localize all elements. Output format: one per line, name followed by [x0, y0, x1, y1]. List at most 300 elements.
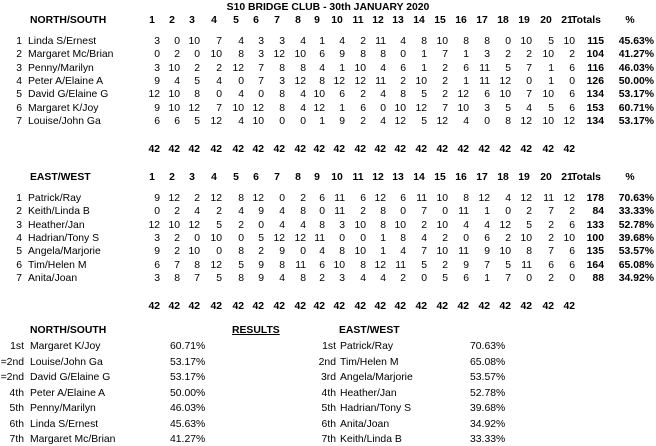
ns-pair-name: Peter A/Elaine A	[30, 387, 106, 399]
pair-percentage: 45.63%	[618, 36, 654, 47]
totals-header: Totals	[571, 15, 601, 26]
score-cell: 12	[520, 115, 532, 127]
score-cell: 10	[354, 62, 366, 74]
score-cell: 1	[463, 49, 469, 61]
pair-percentage: 39.68%	[618, 232, 654, 244]
round-number-header: 6	[253, 15, 259, 26]
pair-percentage: 41.27%	[618, 49, 654, 61]
score-cell: 1	[421, 62, 427, 74]
round-total: 42	[520, 301, 532, 313]
score-cell: 8	[279, 102, 285, 114]
score-cell: 2	[174, 206, 180, 218]
ns-percentage: 45.63%	[170, 418, 206, 430]
score-cell: 7	[194, 272, 200, 284]
pair-name: Margaret K/Joy	[28, 102, 99, 114]
score-cell: 12	[313, 102, 325, 114]
score-cell: 12	[148, 219, 160, 231]
round-total: 42	[520, 144, 532, 156]
score-cell: 2	[194, 193, 200, 204]
score-cell: 7	[548, 206, 554, 218]
score-cell: 3	[339, 272, 345, 284]
score-cell: 5	[194, 75, 200, 87]
score-cell: 3	[279, 36, 285, 47]
score-cell: 10	[168, 62, 180, 74]
score-cell: 0	[319, 206, 325, 218]
score-cell: 11	[334, 193, 345, 204]
round-number-header: 17	[476, 15, 488, 26]
pair-number: 1	[16, 193, 22, 204]
round-number-header: 4	[211, 15, 217, 26]
pair-name: Louise/John Ga	[28, 115, 101, 127]
score-cell: 1	[319, 36, 325, 47]
score-cell: 3	[154, 272, 160, 284]
score-cell: 0	[154, 49, 160, 61]
round-number-header: 1	[149, 15, 155, 26]
pair-percentage: 52.78%	[618, 219, 654, 231]
score-cell: 4	[421, 232, 427, 244]
score-cell: 4	[380, 272, 386, 284]
ns-percentage: 53.17%	[170, 372, 206, 383]
round-total: 42	[232, 144, 244, 156]
score-cell: 2	[569, 206, 575, 218]
round-number-header: 5	[233, 172, 239, 183]
pair-name: Angela/Marjorie	[28, 246, 101, 258]
score-cell: 8	[380, 219, 386, 231]
score-cell: 1	[319, 115, 325, 127]
score-cell: 8	[238, 193, 244, 204]
score-cell: 10	[394, 102, 406, 114]
score-cell: 9	[279, 246, 285, 258]
score-cell: 0	[300, 246, 306, 258]
score-cell: 12	[415, 102, 427, 114]
score-cell: 6	[154, 259, 160, 271]
ew-percentage: 70.63%	[470, 341, 506, 352]
score-cell: 5	[421, 259, 427, 271]
score-cell: 7	[216, 36, 222, 47]
score-cell: 8	[279, 89, 285, 101]
score-cell: 6	[319, 193, 325, 204]
score-cell: 8	[300, 62, 306, 74]
ns-pair-name: Penny/Marilyn	[30, 403, 96, 414]
score-cell: 1	[380, 246, 386, 258]
score-cell: 0	[154, 206, 160, 218]
score-cell: 4	[360, 272, 366, 284]
round-total: 42	[168, 301, 180, 313]
score-cell: 10	[520, 36, 532, 47]
ns-pair-name: Margaret K/Joy	[30, 341, 101, 352]
score-cell: 3	[258, 49, 264, 61]
score-cell: 4	[380, 115, 386, 127]
score-cell: 8	[194, 89, 200, 101]
score-cell: 10	[436, 219, 448, 231]
ew-pair-name: Hadrian/Tony S	[340, 403, 412, 414]
score-cell: 2	[360, 89, 366, 101]
totals-header: Totals	[571, 172, 601, 183]
score-cell: 8	[463, 36, 469, 47]
score-cell: 12	[294, 232, 306, 244]
score-cell: 6	[360, 193, 366, 204]
score-cell: 0	[216, 89, 222, 101]
score-cell: 2	[548, 232, 554, 244]
score-cell: 4	[238, 89, 244, 101]
score-cell: 4	[216, 75, 222, 87]
score-cell: 6	[548, 259, 554, 271]
score-cell: 0	[569, 272, 575, 284]
pair-name: David G/Elaine G	[28, 89, 109, 101]
score-cell: 0	[238, 75, 244, 87]
pair-number: 3	[16, 62, 22, 74]
round-number-header: 11	[352, 172, 364, 183]
score-cell: 5	[505, 62, 511, 74]
score-cell: 2	[216, 206, 222, 218]
ew-place: 2nd	[318, 356, 336, 368]
pair-number: 4	[16, 75, 22, 87]
score-cell: 0	[174, 36, 180, 47]
score-cell: 0	[279, 193, 285, 204]
ew-place: 1st	[322, 341, 336, 352]
ew-place: 4th	[321, 387, 336, 399]
ew-pair-name: Anita/Joan	[340, 418, 390, 430]
score-cell: 8	[421, 36, 427, 47]
score-cell: 0	[194, 49, 200, 61]
score-cell: 2	[505, 49, 511, 61]
score-cell: 8	[194, 259, 200, 271]
score-cell: 2	[174, 246, 180, 258]
score-cell: 7	[442, 102, 448, 114]
ew-percentage: 65.08%	[470, 356, 506, 368]
score-cell: 8	[360, 49, 366, 61]
score-cell: 6	[319, 49, 325, 61]
score-cell: 3	[154, 36, 160, 47]
pair-total: 84	[592, 206, 604, 218]
score-cell: 4	[279, 206, 285, 218]
score-cell: 6	[360, 102, 366, 114]
ew-pair-name: Patrick/Ray	[340, 341, 394, 352]
score-cell: 5	[238, 259, 244, 271]
score-cell: 2	[400, 75, 406, 87]
score-cell: 9	[258, 206, 264, 218]
score-cell: 4	[463, 115, 469, 127]
score-cell: 1	[380, 232, 386, 244]
score-cell: 7	[526, 89, 532, 101]
round-total: 42	[354, 144, 366, 156]
score-cell: 12	[210, 115, 222, 127]
score-cell: 2	[442, 75, 448, 87]
north-south-heading: NORTH/SOUTH	[30, 15, 107, 26]
pair-total: 100	[586, 232, 604, 244]
score-cell: 12	[457, 89, 469, 101]
ns-place: =2nd	[0, 372, 24, 383]
pair-total: 135	[586, 246, 604, 258]
ew-place: 3rd	[320, 372, 336, 383]
score-cell: 2	[194, 62, 200, 74]
score-cell: 12	[252, 102, 264, 114]
score-cell: 10	[542, 89, 554, 101]
score-cell: 12	[499, 219, 511, 231]
score-cell: 3	[339, 219, 345, 231]
pair-percentage: 60.71%	[618, 102, 654, 114]
score-cell: 12	[252, 193, 264, 204]
percent-header: %	[625, 15, 635, 26]
score-cell: 0	[569, 75, 575, 87]
score-cell: 9	[154, 102, 160, 114]
pair-number: 7	[16, 115, 22, 127]
round-number-header: 9	[314, 172, 320, 183]
score-cell: 5	[505, 102, 511, 114]
pair-name: Margaret Mc/Brian	[28, 49, 114, 61]
round-number-header: 14	[413, 172, 425, 183]
round-total: 42	[457, 144, 469, 156]
score-cell: 3	[484, 49, 490, 61]
score-cell: 1	[339, 102, 345, 114]
score-cell: 12	[374, 259, 386, 271]
score-cell: 4	[463, 219, 469, 231]
score-cell: 0	[463, 232, 469, 244]
score-cell: 6	[463, 62, 469, 74]
score-cell: 12	[273, 49, 285, 61]
round-total: 42	[563, 144, 575, 156]
round-total: 42	[374, 144, 386, 156]
ns-place: =2nd	[0, 356, 24, 368]
score-cell: 11	[521, 259, 532, 271]
score-cell: 3	[484, 102, 490, 114]
score-cell: 9	[339, 115, 345, 127]
score-cell: 10	[168, 219, 180, 231]
score-cell: 0	[238, 232, 244, 244]
round-total: 42	[354, 301, 366, 313]
score-cell: 0	[526, 272, 532, 284]
ns-pair-name: Margaret Mc/Brian	[30, 434, 116, 445]
round-total: 42	[232, 301, 244, 313]
score-cell: 8	[319, 75, 325, 87]
round-number-header: 16	[455, 15, 467, 26]
score-cell: 8	[360, 259, 366, 271]
score-cell: 5	[258, 232, 264, 244]
score-cell: 12	[168, 193, 180, 204]
score-cell: 4	[174, 75, 180, 87]
score-cell: 1	[339, 62, 345, 74]
score-cell: 12	[394, 115, 406, 127]
score-cell: 5	[194, 115, 200, 127]
round-number-header: 9	[314, 15, 320, 26]
ew-percentage: 34.92%	[470, 418, 506, 430]
score-cell: 8	[279, 62, 285, 74]
score-cell: 12	[273, 232, 285, 244]
pair-percentage: 53.17%	[618, 115, 654, 127]
score-cell: 6	[400, 62, 406, 74]
score-cell: 11	[416, 193, 427, 204]
score-cell: 4	[238, 115, 244, 127]
round-total: 42	[252, 301, 264, 313]
score-cell: 4	[319, 62, 325, 74]
score-cell: 0	[258, 219, 264, 231]
round-total: 42	[148, 144, 160, 156]
score-cell: 4	[238, 206, 244, 218]
score-cell: 2	[319, 272, 325, 284]
score-cell: 4	[238, 36, 244, 47]
round-total: 42	[478, 301, 490, 313]
score-cell: 0	[484, 115, 490, 127]
score-cell: 8	[238, 272, 244, 284]
ew-place: 7th	[321, 434, 336, 445]
round-total: 42	[188, 144, 200, 156]
score-cell: 12	[520, 193, 532, 204]
score-cell: 10	[168, 102, 180, 114]
score-cell: 4	[300, 102, 306, 114]
score-cell: 10	[436, 246, 448, 258]
score-cell: 0	[505, 206, 511, 218]
score-cell: 0	[216, 246, 222, 258]
score-cell: 6	[400, 193, 406, 204]
round-total: 42	[210, 301, 222, 313]
score-cell: 4	[505, 193, 511, 204]
score-cell: 4	[526, 102, 532, 114]
ns-percentage: 46.03%	[170, 403, 206, 414]
round-number-header: 20	[540, 172, 552, 183]
score-cell: 8	[463, 193, 469, 204]
pair-total: 115	[587, 36, 604, 47]
round-number-header: 14	[413, 15, 425, 26]
score-cell: 3	[258, 36, 264, 47]
round-total: 42	[168, 144, 180, 156]
pair-percentage: 70.63%	[618, 193, 654, 204]
score-cell: 12	[210, 193, 222, 204]
round-total: 42	[499, 301, 511, 313]
round-total: 42	[499, 144, 511, 156]
score-cell: 6	[463, 272, 469, 284]
score-cell: 5	[548, 36, 554, 47]
pair-name: Anita/Joan	[28, 272, 78, 284]
score-cell: 10	[563, 232, 575, 244]
pair-total: 88	[592, 272, 604, 284]
score-cell: 2	[548, 272, 554, 284]
ns-percentage: 41.27%	[170, 434, 206, 445]
score-cell: 8	[526, 246, 532, 258]
score-cell: 0	[339, 232, 345, 244]
round-total: 42	[415, 301, 427, 313]
score-cell: 6	[569, 89, 575, 101]
score-cell: 12	[563, 193, 575, 204]
round-number-header: 7	[274, 15, 280, 26]
pair-percentage: 53.57%	[618, 246, 654, 258]
score-cell: 1	[548, 62, 554, 74]
score-cell: 0	[421, 272, 427, 284]
round-number-header: 1	[149, 172, 155, 183]
score-cell: 5	[216, 219, 222, 231]
score-cell: 11	[334, 206, 345, 218]
round-number-header: 19	[518, 15, 530, 26]
score-cell: 6	[174, 115, 180, 127]
pair-name: Penny/Marilyn	[28, 62, 94, 74]
score-cell: 7	[258, 62, 264, 74]
round-total: 42	[415, 144, 427, 156]
round-total: 42	[148, 301, 160, 313]
score-cell: 10	[499, 246, 511, 258]
score-cell: 10	[210, 49, 222, 61]
score-cell: 2	[360, 115, 366, 127]
score-cell: 1	[484, 272, 490, 284]
score-cell: 10	[394, 219, 406, 231]
pair-percentage: 34.92%	[618, 272, 654, 284]
score-cell: 11	[375, 36, 386, 47]
score-cell: 6	[484, 232, 490, 244]
percent-header: %	[625, 172, 635, 183]
results-ns-heading: NORTH/SOUTH	[30, 325, 107, 336]
score-cell: 0	[279, 115, 285, 127]
ew-place: 5th	[321, 403, 336, 414]
score-cell: 10	[457, 102, 469, 114]
score-cell: 8	[279, 259, 285, 271]
pair-total: 178	[586, 193, 604, 204]
score-cell: 6	[569, 62, 575, 74]
round-total: 42	[542, 301, 554, 313]
round-number-header: 3	[189, 15, 195, 26]
score-cell: 2	[505, 232, 511, 244]
round-number-header: 8	[295, 172, 301, 183]
round-total: 42	[394, 301, 406, 313]
score-cell: 0	[360, 232, 366, 244]
page-title: S10 BRIDGE CLUB - 30th JANUARY 2020	[226, 2, 430, 13]
round-number-header: 2	[169, 172, 175, 183]
score-cell: 4	[319, 246, 325, 258]
score-cell: 9	[258, 272, 264, 284]
round-number-header: 21	[561, 172, 573, 183]
score-cell: 7	[442, 49, 448, 61]
score-cell: 2	[442, 259, 448, 271]
ew-percentage: 53.57%	[470, 372, 506, 383]
pair-total: 133	[586, 219, 604, 231]
score-cell: 4	[400, 246, 406, 258]
pair-percentage: 53.17%	[618, 89, 654, 101]
score-cell: 11	[395, 259, 406, 271]
score-cell: 5	[505, 259, 511, 271]
score-cell: 10	[188, 36, 200, 47]
score-cell: 1	[548, 75, 554, 87]
round-number-header: 10	[331, 15, 343, 26]
score-cell: 4	[300, 219, 306, 231]
score-cell: 6	[569, 246, 575, 258]
round-number-header: 21	[561, 15, 573, 26]
score-cell: 7	[505, 272, 511, 284]
round-number-header: 16	[455, 172, 467, 183]
score-cell: 12	[499, 75, 511, 87]
score-cell: 8	[300, 206, 306, 218]
score-cell: 8	[238, 246, 244, 258]
round-total: 42	[313, 144, 325, 156]
score-cell: 8	[339, 246, 345, 258]
pair-name: Peter A/Elaine A	[28, 75, 104, 87]
score-cell: 0	[400, 49, 406, 61]
round-number-header: 11	[352, 15, 364, 26]
pair-number: 3	[16, 219, 22, 231]
score-cell: 0	[258, 89, 264, 101]
score-cell: 8	[174, 272, 180, 284]
round-number-header: 15	[434, 15, 446, 26]
pair-name: Heather/Jan	[28, 219, 85, 231]
score-cell: 11	[458, 246, 469, 258]
score-cell: 11	[458, 206, 469, 218]
score-cell: 12	[563, 115, 575, 127]
score-cell: 7	[421, 206, 427, 218]
score-cell: 8	[380, 49, 386, 61]
ew-pair-name: Tim/Helen M	[340, 356, 399, 368]
score-cell: 8	[380, 206, 386, 218]
score-cell: 8	[300, 272, 306, 284]
score-cell: 4	[300, 36, 306, 47]
score-cell: 5	[216, 272, 222, 284]
score-cell: 12	[333, 75, 345, 87]
score-cell: 2	[174, 49, 180, 61]
